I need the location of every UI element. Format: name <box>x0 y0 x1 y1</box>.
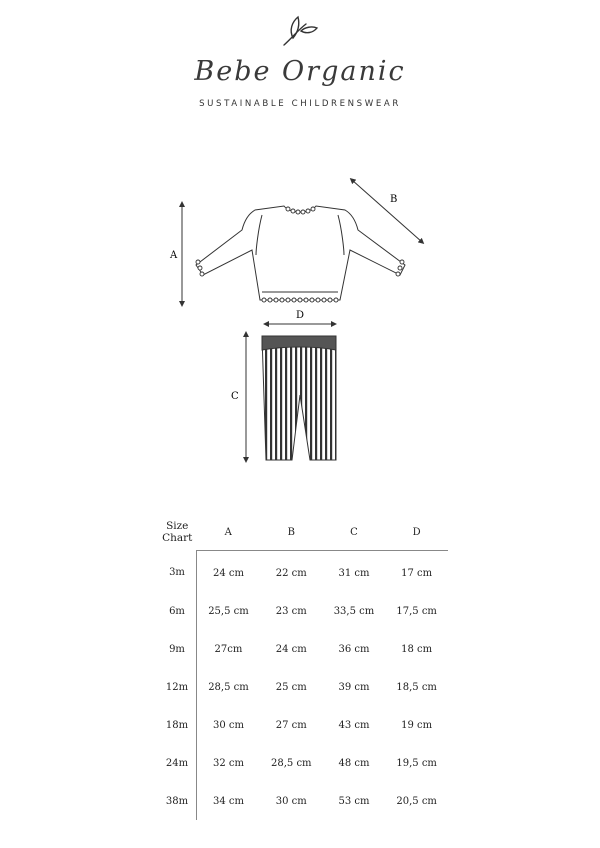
value-cell: 24 cm <box>197 551 260 593</box>
value-cell: 30 cm <box>197 706 260 744</box>
value-cell: 24 cm <box>275 643 307 655</box>
value-cell: 17 cm <box>401 567 433 579</box>
value-cell: 43 cm <box>338 719 370 731</box>
sweater-drawing <box>196 206 405 300</box>
value-cell: 19,5 cm <box>396 757 437 769</box>
value-cell: 27 cm <box>275 719 307 731</box>
value-cell: 33,5 cm <box>333 605 375 617</box>
label-b: B <box>390 194 398 205</box>
value-cell: 22 cm <box>275 567 307 579</box>
value-cell: 53 cm <box>338 795 370 807</box>
value-cell: 20,5 cm <box>396 795 437 807</box>
value-cell: 48 cm <box>338 757 370 769</box>
size-chart-header <box>158 514 448 551</box>
table-row <box>158 630 448 668</box>
table-row <box>158 706 448 744</box>
value-cell: 18 cm <box>401 643 433 655</box>
size-chart-table <box>158 514 448 820</box>
value-cell: 30 cm <box>275 795 307 807</box>
value-cell: 27cm <box>197 630 260 668</box>
garment-diagram <box>0 160 600 480</box>
size-chart-corner <box>158 514 197 551</box>
size-cell: 24m <box>165 757 189 769</box>
value-cell: 34 cm <box>197 782 260 820</box>
table-row <box>158 592 448 630</box>
label-a: A <box>170 250 178 261</box>
value-cell: 36 cm <box>338 643 370 655</box>
size-cell: 38m <box>165 795 189 807</box>
value-cell: 31 cm <box>338 567 370 579</box>
leggings-drawing <box>262 336 336 460</box>
table-row <box>158 668 448 706</box>
value-cell: 19 cm <box>401 719 433 731</box>
value-cell: 17,5 cm <box>396 605 437 617</box>
value-cell: 25,5 cm <box>197 592 260 630</box>
brand-tagline: SUSTAINABLE CHILDRENSWEAR <box>199 99 401 109</box>
label-d: D <box>296 310 305 321</box>
table-row <box>158 551 448 593</box>
size-cell: 6m <box>169 605 185 617</box>
column-header: B <box>260 514 323 551</box>
size-chart <box>158 514 448 820</box>
size-cell: 12m <box>165 681 189 693</box>
corner-line2: Chart <box>162 532 193 545</box>
size-cell: 9m <box>169 643 185 655</box>
value-cell: 28,5 cm <box>197 668 260 706</box>
table-row <box>158 782 448 820</box>
column-header: D <box>385 514 448 551</box>
value-cell: 32 cm <box>197 744 260 782</box>
value-cell: 23 cm <box>275 605 307 617</box>
arrow-b <box>352 180 422 242</box>
size-cell: 18m <box>165 719 189 731</box>
corner-line1: Size <box>166 520 189 533</box>
brand-name: Bebe Organic <box>194 56 406 87</box>
label-c: C <box>231 391 239 402</box>
table-row <box>158 744 448 782</box>
value-cell: 39 cm <box>338 681 370 693</box>
column-header: A <box>197 514 260 551</box>
value-cell: 25 cm <box>275 681 307 693</box>
value-cell: 18,5 cm <box>396 681 437 693</box>
column-header: C <box>323 514 386 551</box>
size-cell: 3m <box>169 567 185 579</box>
value-cell: 28,5 cm <box>271 757 312 769</box>
